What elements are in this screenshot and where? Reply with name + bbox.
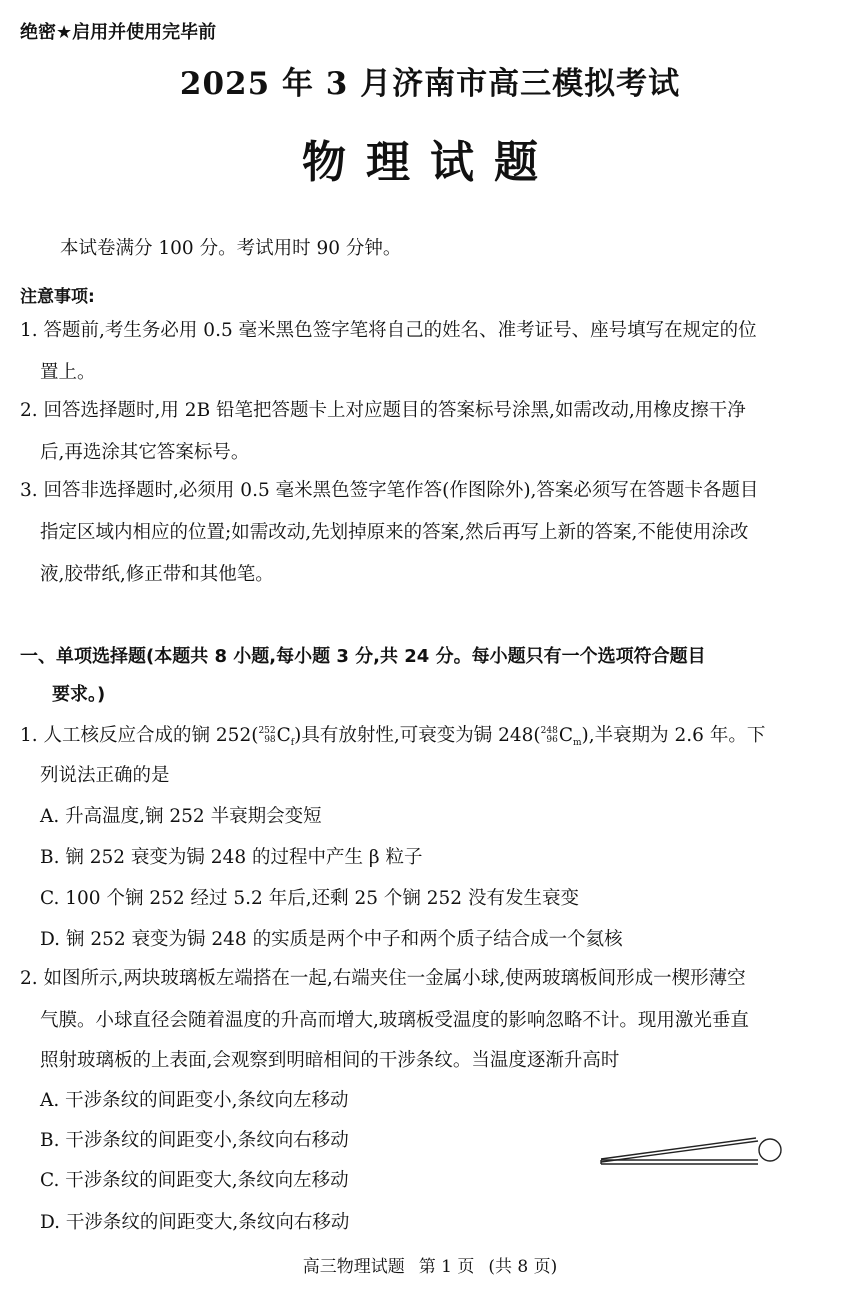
question-2-stem-line-3: 照射玻璃板的上表面,会观察到明暗相间的干涉条纹。当温度逐渐升高时 bbox=[40, 1050, 620, 1071]
cm-nuclide-numbers bbox=[541, 727, 558, 745]
q1-option-d: D. 锎 252 衰变为锔 248 的实质是两个中子和两个质子结合成一个氦核 bbox=[40, 929, 623, 950]
q1-text-part-1: 1. 人工核反应合成的锎 252( bbox=[20, 725, 259, 746]
question-1-stem-cont: 列说法正确的是 bbox=[40, 765, 170, 786]
cm-symbol-sub: m bbox=[573, 738, 582, 748]
section-1-heading: 一、单项选择题(本题共 8 小题,每小题 3 分,共 24 分。每小题只有一个选项符合题目 bbox=[20, 646, 706, 667]
note-3-line-2: 指定区域内相应的位置;如需改动,先划掉原来的答案,然后再写上新的答案,不能使用涂改 bbox=[40, 522, 749, 543]
cf-symbol: C bbox=[276, 725, 291, 746]
confidential-label: 绝密★启用并使用完毕前 bbox=[20, 22, 217, 43]
note-3-line-3: 液,胶带纸,修正带和其他笔。 bbox=[40, 564, 274, 585]
q2-option-a: A. 干涉条纹的间距变小,条纹向左移动 bbox=[40, 1090, 349, 1111]
note-2-line-2: 后,再选涂其它答案标号。 bbox=[40, 442, 250, 463]
note-1-line-2: 置上。 bbox=[40, 362, 96, 383]
cm-symbol: C bbox=[558, 725, 573, 746]
q2-option-c: C. 干涉条纹的间距变大,条纹向左移动 bbox=[40, 1170, 349, 1191]
q1-text-part-3: ),半衰期为 2.6 年。下 bbox=[581, 725, 766, 746]
note-3-line-1: 3. 回答非选择题时,必须用 0.5 毫米黑色签字笔作答(作图除外),答案必须写在答题卡各题目 bbox=[20, 480, 759, 501]
question-1-stem bbox=[20, 723, 765, 752]
cf-symbol-sub: f bbox=[290, 738, 295, 748]
q2-option-d: D. 干涉条纹的间距变大,条纹向右移动 bbox=[40, 1212, 350, 1233]
footer-total-pages: (共 8 页) bbox=[488, 1257, 558, 1277]
cf-nuclide-numbers bbox=[258, 727, 275, 745]
note-1-line-1: 1. 答题前,考生务必用 0.5 毫米黑色签字笔将自己的姓名、准考证号、座号填写在规定的位 bbox=[20, 320, 757, 341]
q1-option-c: C. 100 个锎 252 经过 5.2 年后,还剩 25 个锎 252 没有发生衰变 bbox=[40, 888, 579, 909]
exam-title: 2025 年 3 月济南市高三模拟考试 bbox=[179, 66, 681, 102]
metal-ball bbox=[759, 1139, 781, 1161]
question-2-stem-line-2: 气膜。小球直径会随着温度的升高而增大,玻璃板受温度的影响忽略不计。现用激光垂直 bbox=[40, 1010, 749, 1031]
footer-subject: 高三物理试题 bbox=[302, 1257, 405, 1277]
footer-page-number: 第 1 页 bbox=[418, 1257, 475, 1277]
notes-heading: 注意事项: bbox=[20, 287, 95, 307]
intro-text: 本试卷满分 100 分。考试用时 90 分钟。 bbox=[60, 238, 402, 259]
subject-title: 物理试题 bbox=[302, 137, 558, 188]
cf-mass-number: 252 bbox=[258, 726, 276, 736]
section-1-heading-cont: 要求。) bbox=[52, 684, 106, 705]
q2-option-b: B. 干涉条纹的间距变小,条纹向右移动 bbox=[40, 1130, 349, 1151]
cm-mass-number: 248 bbox=[540, 726, 558, 736]
q1-text-part-2: )具有放射性,可衰变为锔 248( bbox=[294, 725, 541, 746]
q1-option-a: A. 升高温度,锎 252 半衰期会变短 bbox=[40, 806, 322, 827]
cf-atomic-number: 98 bbox=[264, 735, 276, 745]
upper-glass-plate-bottom bbox=[601, 1141, 758, 1162]
note-2-line-1: 2. 回答选择题时,用 2B 铅笔把答题卡上对应题目的答案标号涂黑,如需改动,用橡皮擦干净 bbox=[20, 400, 746, 421]
question-2-stem-line-1: 2. 如图所示,两块玻璃板左端搭在一起,右端夹住一金属小球,使两玻璃板间形成一楔形薄空 bbox=[20, 968, 746, 989]
glass-wedge-figure bbox=[596, 1130, 786, 1172]
cm-atomic-number: 96 bbox=[546, 735, 558, 745]
page-footer bbox=[0, 1252, 860, 1277]
upper-glass-plate-top bbox=[601, 1138, 756, 1159]
q1-option-b: B. 锎 252 衰变为锔 248 的过程中产生 β 粒子 bbox=[40, 847, 423, 868]
